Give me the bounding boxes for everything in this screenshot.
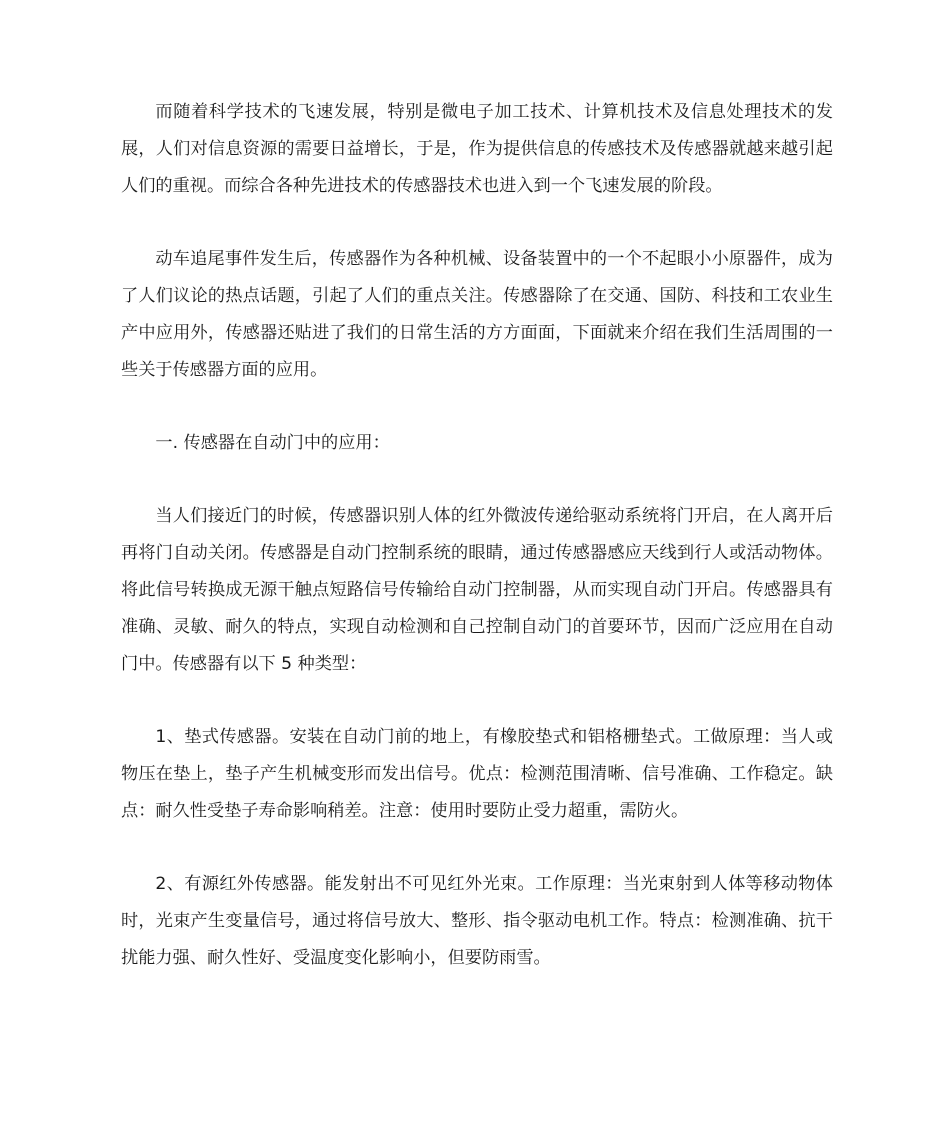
paragraph-context: 动车追尾事件发生后，传感器作为各种机械、设备装置中的一个不起眼小小原器件，成为了人们议论的热点话题，引起了人们的重点关注。传感器除了在交通、国防、科技和工农业生产中应用外，传感器还贴进了我们的日常生活的方方面面，下面就来介绍在我们生活周围的一些关于传感器方面的应用。 [121,249,833,380]
document-body [121,94,833,1013]
section-heading: 一. 传感器在自动门中的应用： [155,433,390,453]
paragraph-infrared-sensor: 2、有源红外传感器。能发射出不可见红外光束。工作原理：当光束射到人体等移动物体时，光束产生变量信号，通过将信号放大、整形、指令驱动电机工作。特点：检测准确、抗干扰能力强、耐久性好、受温度变化影响小，但要防雨雪。 [121,874,833,968]
paragraph-door-overview: 当人们接近门的时候，传感器识别人体的红外微波传递给驱动系统将门开启，在人离开后再将门自动关闭。传感器是自动门控制系统的眼睛，通过传感器感应天线到行人或活动物体。将此信号转换成无源干触点短路信号传输给自动门控制器，从而实现自动门开启。传感器具有准确、灵敏、耐久的特点，实现自动检测和自己控制自动门的首要环节，因而广泛应用在自动门中。传感器有以下 5 种类型： [121,506,833,674]
paragraph-mat-sensor: 1、垫式传感器。安装在自动门前的地上，有橡胶垫式和铝格栅垫式。工做原理：当人或物压在垫上，垫子产生机械变形而发出信号。优点：检测范围清晰、信号准确、工作稳定。缺点：耐久性受垫子寿命影响稍差。注意：使用时要防止受力超重，需防火。 [121,727,833,821]
paragraph-intro: 而随着科学技术的飞速发展，特别是微电子加工技术、计算机技术及信息处理技术的发展，人们对信息资源的需要日益增长，于是，作为提供信息的传感技术及传感器就越来越引起人们的重视。而综合各种先进技术的传感器技术也进入到一个飞速发展的阶段。 [121,102,833,196]
